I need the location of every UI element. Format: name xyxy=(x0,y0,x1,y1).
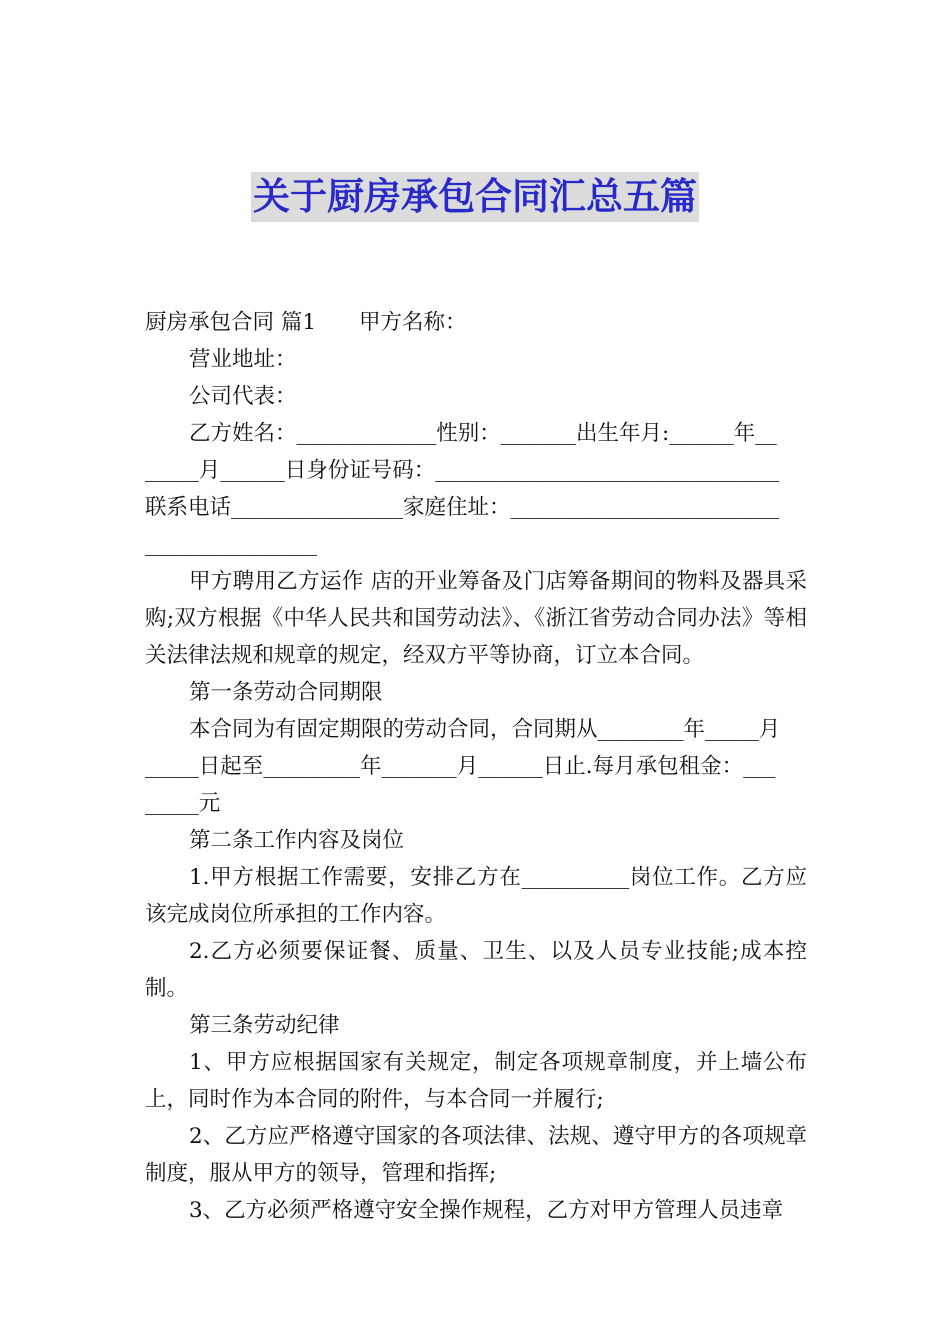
paragraph-intro: 甲方聘用乙方运作 店的开业筹备及门店筹备期间的物料及器具采购;双方根据《中华人民共和国劳动法》、《浙江省劳动合同办法》等相关法律法规和规章的规定，经双方平等协商，订立本合同。 xyxy=(145,569,807,668)
document-title: 关于厨房承包合同汇总五篇 xyxy=(251,172,699,222)
paragraph-party-b-info: 乙方姓名：_____________性别：_______出生年月:______年__ _____月______日身份证号码：________________________________ 联系电话________________家庭住址：_________________________ ________________ xyxy=(145,421,780,557)
article-1-body: 本合同为有固定期限的劳动合同，合同期从________年_____月 _____日起至_________年_______月______日止.每月承包租金：___ _____元 xyxy=(145,717,781,816)
document-body xyxy=(145,304,807,1229)
article-2-item-1: 1.甲方根据工作需要，安排乙方在__________岗位工作。乙方应该完成岗位所承担的工作内容。 xyxy=(145,865,807,927)
article-1-heading: 第一条劳动合同期限 xyxy=(189,680,383,705)
paragraph-company-rep: 公司代表： xyxy=(189,384,297,409)
paragraph-heading: 厨房承包合同 篇1 甲方名称： xyxy=(145,310,467,335)
article-3-item-3: 3、乙方必须严格遵守安全操作规程，乙方对甲方管理人员违章 xyxy=(189,1198,784,1223)
article-2-item-2: 2.乙方必须要保证餐、质量、卫生、以及人员专业技能;成本控制。 xyxy=(145,939,807,1001)
article-3-item-1: 1、甲方应根据国家有关规定，制定各项规章制度，并上墙公布上，同时作为本合同的附件，与本合同一并履行; xyxy=(145,1050,807,1112)
article-3-item-2: 2、乙方应严格遵守国家的各项法律、法规、遵守甲方的各项规章制度，服从甲方的领导，管理和指挥; xyxy=(145,1124,807,1186)
article-2-heading: 第二条工作内容及岗位 xyxy=(189,828,405,853)
article-3-heading: 第三条劳动纪律 xyxy=(189,1013,340,1038)
paragraph-business-address: 营业地址： xyxy=(189,347,297,372)
title-container xyxy=(0,172,950,222)
